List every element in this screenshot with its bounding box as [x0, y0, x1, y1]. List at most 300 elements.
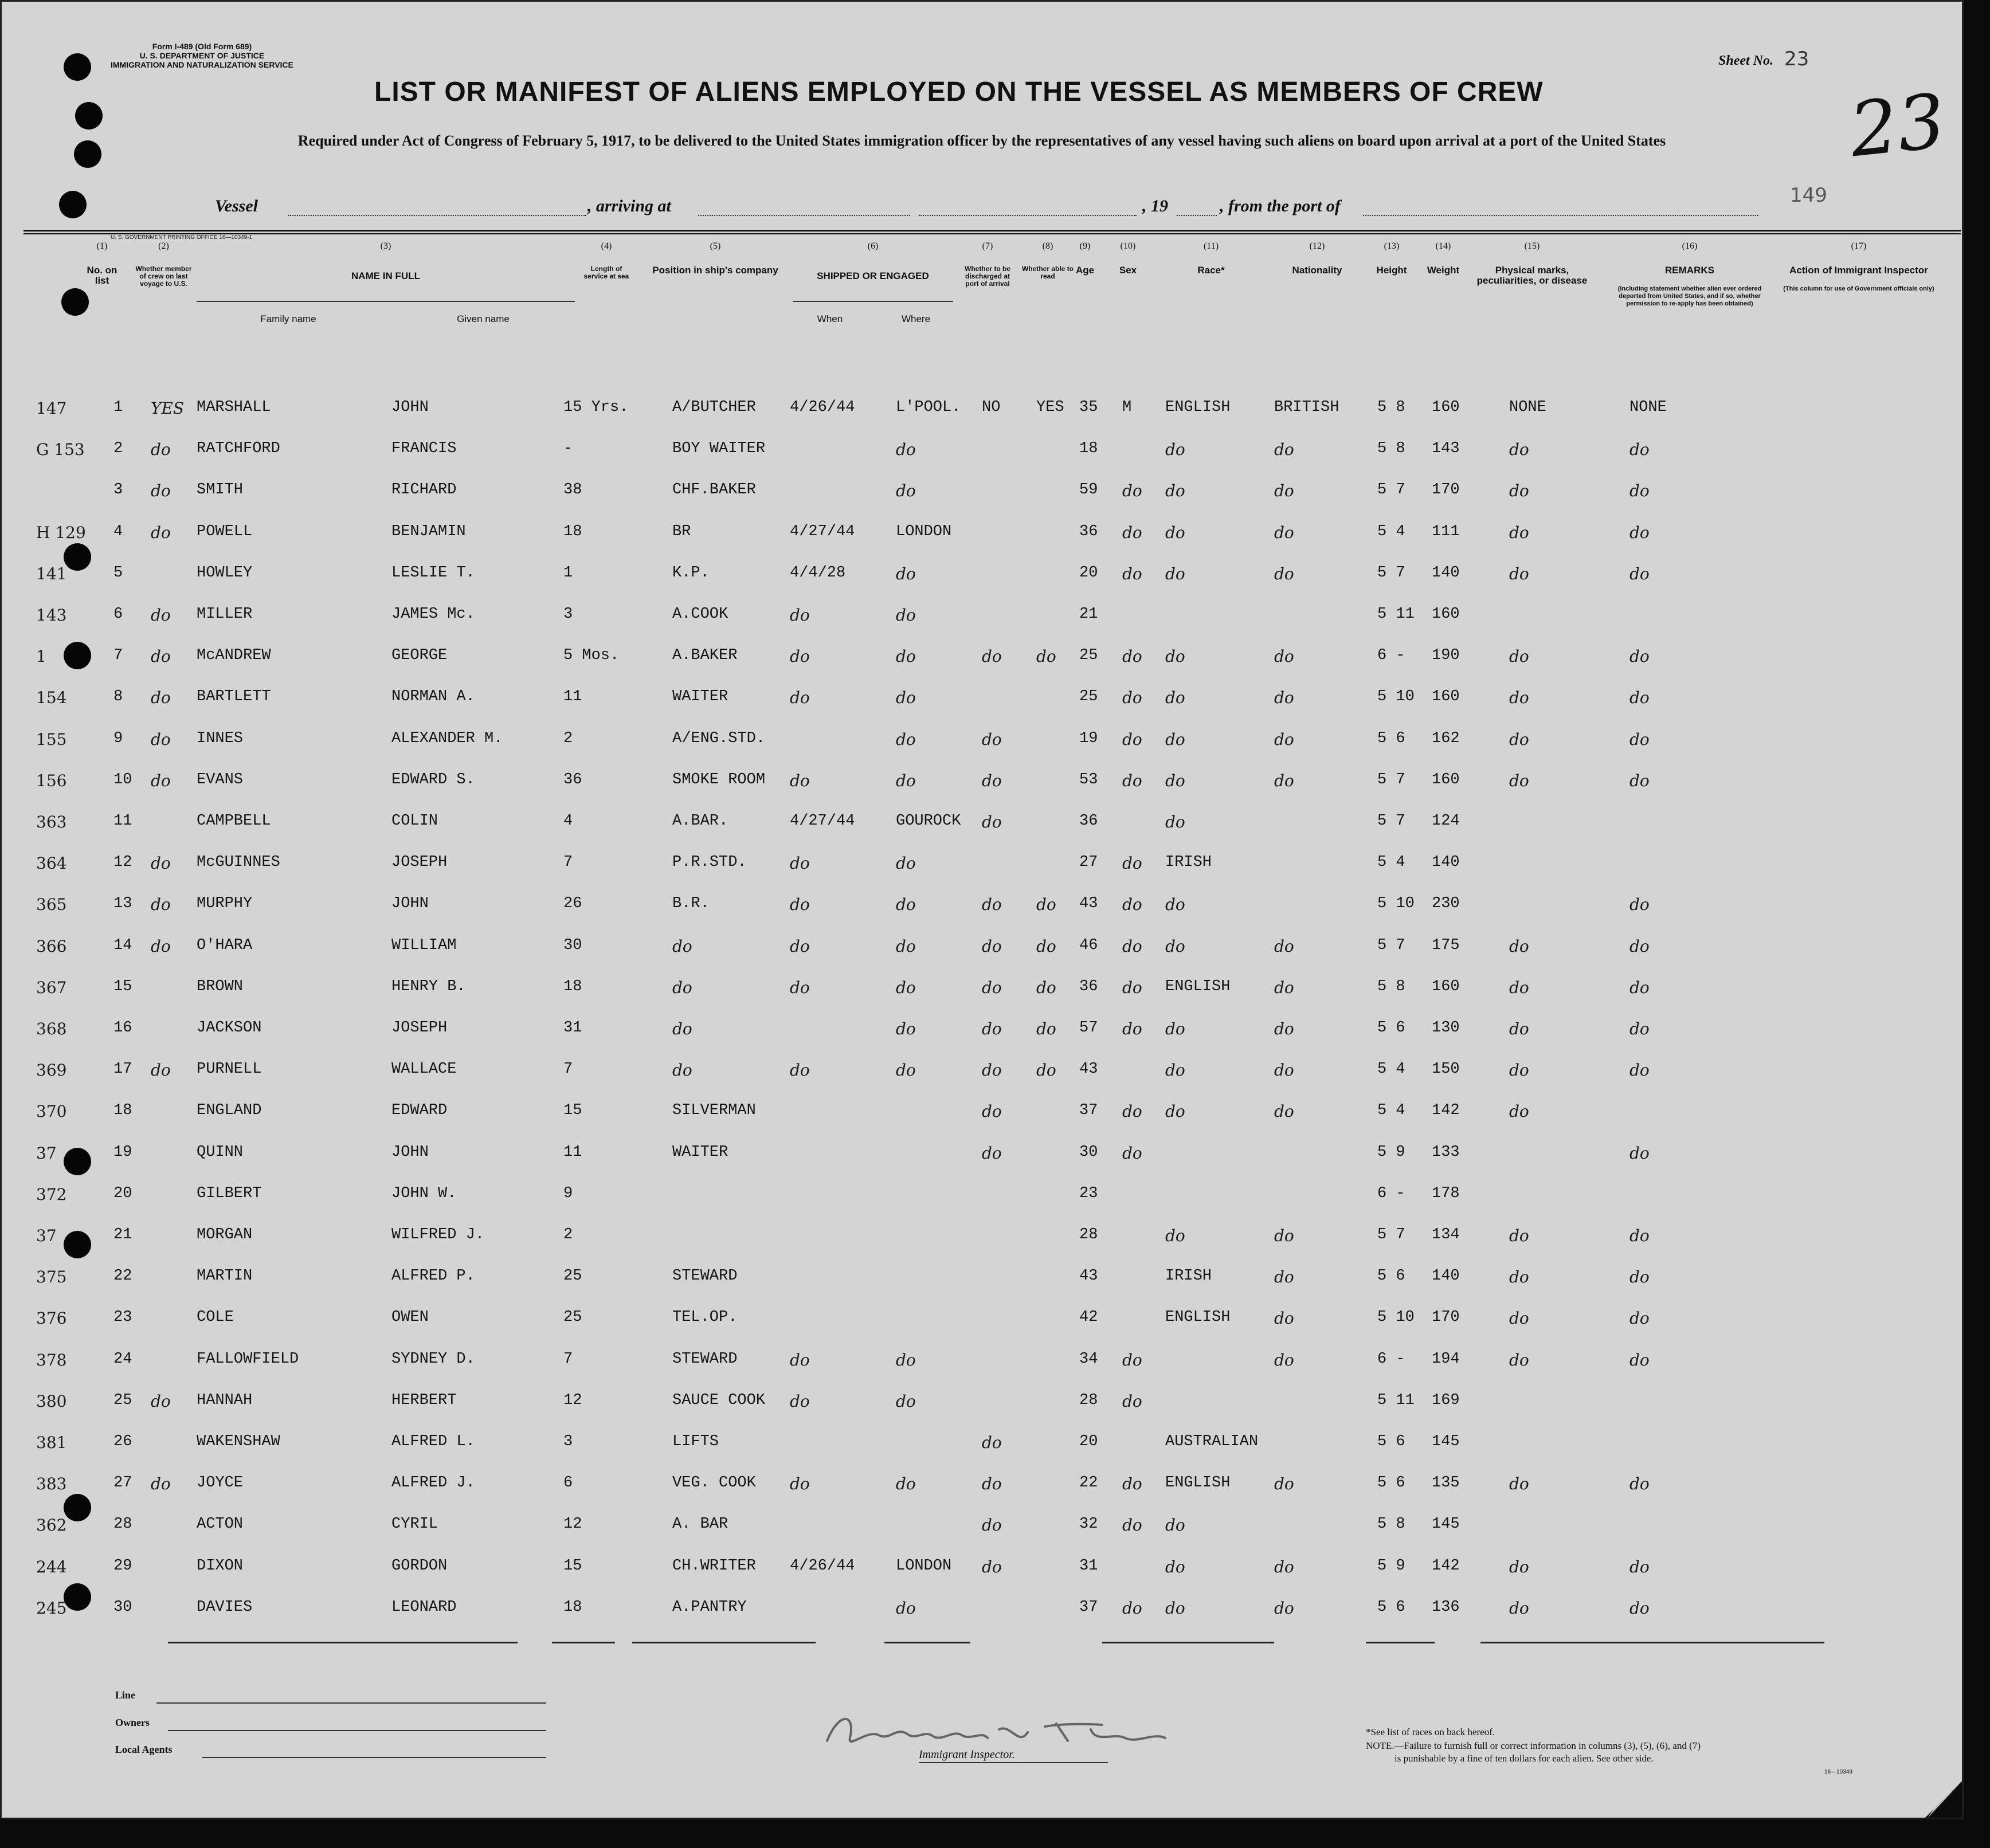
cell-height: 5 7 — [1377, 564, 1405, 582]
column-end-rule — [552, 1642, 615, 1643]
cell-marks: do — [1509, 1599, 1529, 1618]
cell-when: do — [790, 937, 810, 956]
column-header: Whether to be discharged at port of arrival — [965, 265, 1010, 288]
cell-where: do — [896, 1019, 916, 1038]
cell-height: 5 11 — [1377, 1392, 1415, 1409]
cell-no: 2 — [113, 440, 123, 457]
cell-service: 15 — [563, 1557, 582, 1575]
cell-service: 11 — [563, 688, 582, 705]
cell-margin: 376 — [36, 1309, 67, 1328]
cell-race: ENGLISH — [1165, 1474, 1231, 1492]
cell-age: 23 — [1079, 1185, 1098, 1202]
table-row — [2, 1557, 1962, 1592]
department: U. S. DEPARTMENT OF JUSTICE — [139, 51, 265, 60]
cell-race: do — [1165, 564, 1185, 583]
table-row — [2, 1351, 1962, 1385]
owners-label: Owners — [115, 1717, 150, 1728]
column-number: (11) — [1203, 241, 1219, 251]
cell-margin: 37 — [36, 1144, 57, 1163]
cell-weight: 190 — [1432, 647, 1460, 664]
cell-sex: do — [1122, 771, 1142, 790]
cell-given: JOSEPH — [391, 1019, 448, 1037]
cell-age: 59 — [1079, 481, 1098, 499]
cell-margin: 367 — [36, 978, 67, 997]
cell-nationality: do — [1274, 1474, 1294, 1493]
cell-given: GEORGE — [391, 647, 448, 664]
column-note: (This column for use of Government officials only) — [1783, 285, 1934, 292]
cell-family: COLE — [197, 1309, 234, 1326]
table-row — [2, 1599, 1962, 1633]
cell-prev: do — [151, 1392, 171, 1411]
cell-family: RATCHFORD — [197, 440, 280, 457]
line-label: Line — [115, 1689, 136, 1701]
cell-remarks: do — [1629, 1144, 1650, 1163]
cell-read: do — [1036, 978, 1056, 997]
cell-race: do — [1165, 1516, 1185, 1535]
cell-margin: 369 — [36, 1061, 67, 1080]
cell-service: 3 — [563, 1433, 573, 1450]
cell-weight: 140 — [1432, 564, 1460, 582]
year-field — [1177, 215, 1217, 216]
cell-discharged: do — [982, 1061, 1002, 1080]
cell-remarks: NONE — [1629, 399, 1667, 416]
cell-family: McANDREW — [197, 647, 271, 664]
column-note: (Including statement whether alien ever ordered deported from United States, and if so, whether permission to re-apply has been obtained) — [1617, 285, 1762, 307]
cell-height: 5 6 — [1377, 1599, 1405, 1616]
cell-family: MILLER — [197, 606, 253, 623]
table-row — [2, 1309, 1962, 1343]
cell-position: SMOKE ROOM — [672, 771, 766, 788]
cell-weight: 178 — [1432, 1185, 1460, 1202]
cell-given: JOHN — [391, 895, 429, 912]
cell-position: A.BAR. — [672, 813, 728, 830]
cell-nationality: do — [1274, 1351, 1294, 1370]
cell-position: TEL.OP. — [672, 1309, 738, 1326]
cell-given: RICHARD — [391, 481, 457, 499]
penalty-note-1: NOTE.—Failure to furnish full or correct information in columns (3), (5), (6), and (7) — [1366, 1740, 1701, 1751]
cell-where: do — [896, 937, 916, 956]
cell-marks: do — [1509, 647, 1529, 666]
cell-where: do — [896, 1392, 916, 1411]
cell-age: 30 — [1079, 1144, 1098, 1161]
cell-position: BR — [672, 523, 691, 540]
cell-race: do — [1165, 895, 1185, 914]
cell-given: CYRIL — [391, 1516, 438, 1533]
table-row — [2, 895, 1962, 929]
cell-margin: 1 — [36, 647, 46, 666]
cell-race: AUSTRALIAN — [1165, 1433, 1259, 1450]
cell-position: do — [672, 1061, 692, 1080]
cell-family: FALLOWFIELD — [197, 1351, 299, 1368]
cell-given: ALFRED P. — [391, 1268, 475, 1285]
cell-age: 28 — [1079, 1392, 1098, 1409]
column-header: Length of service at sea — [583, 265, 629, 280]
cell-nationality: BRITISH — [1274, 399, 1339, 416]
cell-discharged: do — [982, 1433, 1002, 1452]
cell-margin: H 129 — [36, 523, 86, 542]
cell-remarks: do — [1629, 1351, 1650, 1370]
cell-age: 35 — [1079, 399, 1098, 416]
cell-remarks: do — [1629, 1599, 1650, 1618]
cell-remarks: do — [1629, 440, 1650, 459]
cell-marks: do — [1509, 730, 1529, 749]
cell-height: 5 7 — [1377, 813, 1405, 830]
cell-weight: 136 — [1432, 1599, 1460, 1616]
cell-nationality: do — [1274, 978, 1294, 997]
cell-service: 38 — [563, 481, 582, 499]
cell-family: MARSHALL — [197, 399, 271, 416]
cell-service: 15 Yrs. — [563, 399, 629, 416]
column-number: (17) — [1851, 241, 1867, 251]
cell-age: 37 — [1079, 1599, 1098, 1616]
table-row — [2, 1392, 1962, 1426]
cell-height: 5 6 — [1377, 730, 1405, 747]
cell-no: 6 — [113, 606, 123, 623]
cell-weight: 130 — [1432, 1019, 1460, 1037]
cell-margin: 156 — [36, 771, 67, 790]
cell-remarks: do — [1629, 1019, 1650, 1038]
cell-when: do — [790, 1392, 810, 1411]
cell-read: do — [1036, 647, 1056, 666]
cell-marks: do — [1509, 1019, 1529, 1038]
cell-no: 25 — [113, 1392, 132, 1409]
cell-position: do — [672, 978, 692, 997]
cell-prev: do — [151, 854, 171, 873]
header-rule — [23, 230, 1961, 232]
cell-no: 23 — [113, 1309, 132, 1326]
column-number: (2) — [158, 241, 169, 251]
cell-sex: M — [1122, 399, 1132, 416]
column-number: (4) — [601, 241, 612, 251]
cell-height: 5 10 — [1377, 688, 1415, 705]
cell-position: do — [672, 937, 692, 956]
cell-where: do — [896, 1599, 916, 1618]
cell-discharged: do — [982, 1516, 1002, 1535]
cell-race: do — [1165, 440, 1185, 459]
cell-given: ALFRED L. — [391, 1433, 475, 1450]
cell-when: 4/4/28 — [790, 564, 846, 582]
cell-weight: 169 — [1432, 1392, 1460, 1409]
cell-position: A.COOK — [672, 606, 728, 623]
cell-position: LIFTS — [672, 1433, 719, 1450]
table-row — [2, 1433, 1962, 1468]
cell-sex: do — [1122, 647, 1142, 666]
cell-age: 42 — [1079, 1309, 1098, 1326]
cell-discharged: do — [982, 771, 1002, 790]
column-number: (6) — [867, 241, 879, 251]
table-row — [2, 1144, 1962, 1178]
cell-given: WALLACE — [391, 1061, 457, 1078]
cell-age: 21 — [1079, 606, 1098, 623]
table-row — [2, 1226, 1962, 1261]
cell-position: K.P. — [672, 564, 710, 582]
cell-nationality: do — [1274, 481, 1294, 500]
cell-race: do — [1165, 730, 1185, 749]
cell-weight: 135 — [1432, 1474, 1460, 1492]
cell-family: BARTLETT — [197, 688, 271, 705]
arrival-date-field — [919, 215, 1137, 216]
cell-service: 26 — [563, 895, 582, 912]
form-identifier — [111, 42, 293, 69]
cell-age: 22 — [1079, 1474, 1098, 1492]
cell-service: 15 — [563, 1102, 582, 1119]
cell-sex: do — [1122, 1516, 1142, 1535]
cell-family: JACKSON — [197, 1019, 262, 1037]
cell-family: PURNELL — [197, 1061, 262, 1078]
cell-service: 7 — [563, 854, 573, 871]
cell-age: 27 — [1079, 854, 1098, 871]
cell-sex: do — [1122, 1474, 1142, 1493]
cell-marks: do — [1509, 481, 1529, 500]
cell-family: DAVIES — [197, 1599, 253, 1616]
cell-marks: do — [1509, 1309, 1529, 1328]
cell-height: 5 6 — [1377, 1268, 1405, 1285]
cell-where: do — [896, 564, 916, 583]
vessel-field — [288, 215, 586, 216]
cell-nationality: do — [1274, 523, 1294, 542]
cell-service: 18 — [563, 978, 582, 995]
cell-nationality: do — [1274, 937, 1294, 956]
cell-nationality: do — [1274, 730, 1294, 749]
column-subheader: Family name — [260, 313, 316, 324]
cell-height: 5 7 — [1377, 937, 1405, 954]
column-subheader: Given name — [457, 313, 510, 324]
cell-race: do — [1165, 813, 1185, 831]
column-number: (5) — [710, 241, 721, 251]
cell-height: 5 11 — [1377, 606, 1415, 623]
cell-no: 30 — [113, 1599, 132, 1616]
cell-no: 10 — [113, 771, 132, 788]
owners-field — [168, 1730, 546, 1731]
cell-position: A.BAKER — [672, 647, 738, 664]
cell-margin: 362 — [36, 1516, 67, 1535]
cell-nationality: do — [1274, 1557, 1294, 1576]
cell-prev: do — [151, 440, 171, 459]
cell-age: 43 — [1079, 895, 1098, 912]
cell-nationality: do — [1274, 1019, 1294, 1038]
cell-weight: 143 — [1432, 440, 1460, 457]
column-end-rule — [1480, 1642, 1824, 1643]
penalty-note-2: is punishable by a fine of ten dollars for each alien. See other side. — [1394, 1753, 1654, 1764]
cell-given: JOHN W. — [391, 1185, 457, 1202]
cell-race: IRISH — [1165, 854, 1212, 871]
column-header: Physical marks, peculiarities, or disease — [1476, 265, 1588, 286]
cell-prev: do — [151, 688, 171, 707]
table-row — [2, 1061, 1962, 1095]
cell-no: 7 — [113, 647, 123, 664]
cell-given: EDWARD — [391, 1102, 448, 1119]
cell-race: do — [1165, 688, 1185, 707]
cell-family: POWELL — [197, 523, 253, 540]
cell-nationality: do — [1274, 1226, 1294, 1245]
cell-no: 4 — [113, 523, 123, 540]
cell-weight: 194 — [1432, 1351, 1460, 1368]
cell-remarks: do — [1629, 1474, 1650, 1493]
cell-height: 5 4 — [1377, 854, 1405, 871]
cell-weight: 175 — [1432, 937, 1460, 954]
table-row — [2, 606, 1962, 640]
cell-service: 2 — [563, 1226, 573, 1243]
table-row — [2, 564, 1962, 599]
cell-position: VEG. COOK — [672, 1474, 756, 1492]
cell-service: 1 — [563, 564, 573, 582]
races-footnote: *See list of races on back hereof. — [1366, 1727, 1495, 1737]
column-header: Whether member of crew on last voyage to U.S. — [135, 265, 192, 288]
cell-margin: 245 — [36, 1599, 67, 1618]
local-agents-label: Local Agents — [115, 1744, 173, 1755]
cell-height: 5 10 — [1377, 895, 1415, 912]
cell-service: 7 — [563, 1061, 573, 1078]
cell-position: do — [672, 1019, 692, 1038]
cell-service: 18 — [563, 1599, 582, 1616]
cell-age: 18 — [1079, 440, 1098, 457]
cell-no: 14 — [113, 937, 132, 954]
cell-service: 7 — [563, 1351, 573, 1368]
cell-service: 11 — [563, 1144, 582, 1161]
cell-marks: do — [1509, 1557, 1529, 1576]
column-end-rule — [632, 1642, 816, 1643]
cell-age: 31 — [1079, 1557, 1098, 1575]
cell-remarks: do — [1629, 647, 1650, 666]
table-row — [2, 688, 1962, 723]
cell-discharged: do — [982, 647, 1002, 666]
cell-weight: 140 — [1432, 854, 1460, 871]
cell-family: MURPHY — [197, 895, 253, 912]
cell-weight: 160 — [1432, 978, 1460, 995]
cell-remarks: do — [1629, 937, 1650, 956]
cell-race: do — [1165, 1599, 1185, 1618]
cell-nationality: do — [1274, 564, 1294, 583]
cell-when: do — [790, 978, 810, 997]
table-row — [2, 1474, 1962, 1509]
cell-age: 25 — [1079, 688, 1098, 705]
cell-marks: do — [1509, 1102, 1529, 1121]
cell-position: A.PANTRY — [672, 1599, 747, 1616]
cell-height: 5 8 — [1377, 399, 1405, 416]
cell-no: 21 — [113, 1226, 132, 1243]
cell-no: 16 — [113, 1019, 132, 1037]
cell-when: 4/27/44 — [790, 523, 855, 540]
cell-marks: do — [1509, 564, 1529, 583]
cell-margin: 155 — [36, 730, 67, 749]
cell-given: JOHN — [391, 1144, 429, 1161]
cell-marks: do — [1509, 1226, 1529, 1245]
column-number: (1) — [96, 241, 108, 251]
cell-race: do — [1165, 1226, 1185, 1245]
cell-when: do — [790, 895, 810, 914]
cell-race: do — [1165, 1557, 1185, 1576]
cell-race: do — [1165, 1102, 1185, 1121]
column-number: (10) — [1120, 241, 1136, 251]
column-header: Age — [1075, 265, 1095, 276]
cell-where: do — [896, 895, 916, 914]
cell-discharged: do — [982, 1474, 1002, 1493]
column-header: Whether able to read — [1022, 265, 1074, 280]
cell-sex: do — [1122, 481, 1142, 500]
cell-where: do — [896, 647, 916, 666]
cell-nationality: do — [1274, 440, 1294, 459]
cell-no: 27 — [113, 1474, 132, 1492]
cell-prev: do — [151, 606, 171, 625]
cell-height: 5 8 — [1377, 440, 1405, 457]
cell-where: do — [896, 730, 916, 749]
table-row — [2, 399, 1962, 433]
cell-no: 29 — [113, 1557, 132, 1575]
cell-no: 17 — [113, 1061, 132, 1078]
cell-service: 6 — [563, 1474, 573, 1492]
punch-hole — [59, 191, 87, 218]
cell-where: L'POOL. — [896, 399, 961, 416]
cell-marks: do — [1509, 523, 1529, 542]
cell-sex: do — [1122, 895, 1142, 914]
cell-remarks: do — [1629, 978, 1650, 997]
cell-margin: 141 — [36, 564, 67, 583]
cell-marks: do — [1509, 1061, 1529, 1080]
column-number: (9) — [1079, 241, 1091, 251]
cell-given: OWEN — [391, 1309, 429, 1326]
cell-age: 36 — [1079, 523, 1098, 540]
cell-where: do — [896, 606, 916, 625]
cell-margin: G 153 — [36, 440, 85, 459]
cell-position: B.R. — [672, 895, 710, 912]
cell-given: EDWARD S. — [391, 771, 475, 788]
cell-no: 15 — [113, 978, 132, 995]
cell-marks: do — [1509, 1474, 1529, 1493]
cell-marks: do — [1509, 688, 1529, 707]
cell-margin: 244 — [36, 1557, 67, 1576]
cell-remarks: do — [1629, 771, 1650, 790]
cell-race: do — [1165, 1019, 1185, 1038]
local-agents-field — [202, 1757, 546, 1758]
column-header: No. on list — [87, 265, 117, 286]
from-port-field — [1363, 215, 1758, 216]
cell-service: 3 — [563, 606, 573, 623]
cell-race: ENGLISH — [1165, 399, 1231, 416]
cell-sex: do — [1122, 1144, 1142, 1163]
cell-race: do — [1165, 1061, 1185, 1080]
cell-race: IRISH — [1165, 1268, 1212, 1285]
cell-remarks: do — [1629, 1557, 1650, 1576]
cell-service: 12 — [563, 1392, 582, 1409]
punch-hole — [64, 53, 91, 81]
cell-prev: YES — [151, 399, 185, 418]
cell-family: HANNAH — [197, 1392, 253, 1409]
page-corner-curl — [1922, 1775, 1964, 1819]
cell-family: BROWN — [197, 978, 244, 995]
cell-position: A/BUTCHER — [672, 399, 756, 416]
inspector-caption: Immigrant Inspector. — [919, 1748, 1015, 1761]
cell-weight: 160 — [1432, 688, 1460, 705]
cell-given: SYDNEY D. — [391, 1351, 475, 1368]
cell-position: BOY WAITER — [672, 440, 766, 457]
cell-prev: do — [151, 647, 171, 666]
cell-weight: 170 — [1432, 481, 1460, 499]
cell-marks: NONE — [1509, 399, 1546, 416]
cell-nationality: do — [1274, 688, 1294, 707]
cell-age: 37 — [1079, 1102, 1098, 1119]
cell-sex: do — [1122, 564, 1142, 583]
cell-margin: 154 — [36, 688, 67, 707]
cell-where: LONDON — [896, 1557, 952, 1575]
cell-service: 12 — [563, 1516, 582, 1533]
cell-margin: 37 — [36, 1226, 57, 1245]
table-row — [2, 440, 1962, 474]
cell-prev: do — [151, 481, 171, 500]
cell-nationality: do — [1274, 771, 1294, 790]
cell-read: YES — [1036, 399, 1064, 416]
cell-given: WILFRED J. — [391, 1226, 485, 1243]
cell-prev: do — [151, 937, 171, 956]
